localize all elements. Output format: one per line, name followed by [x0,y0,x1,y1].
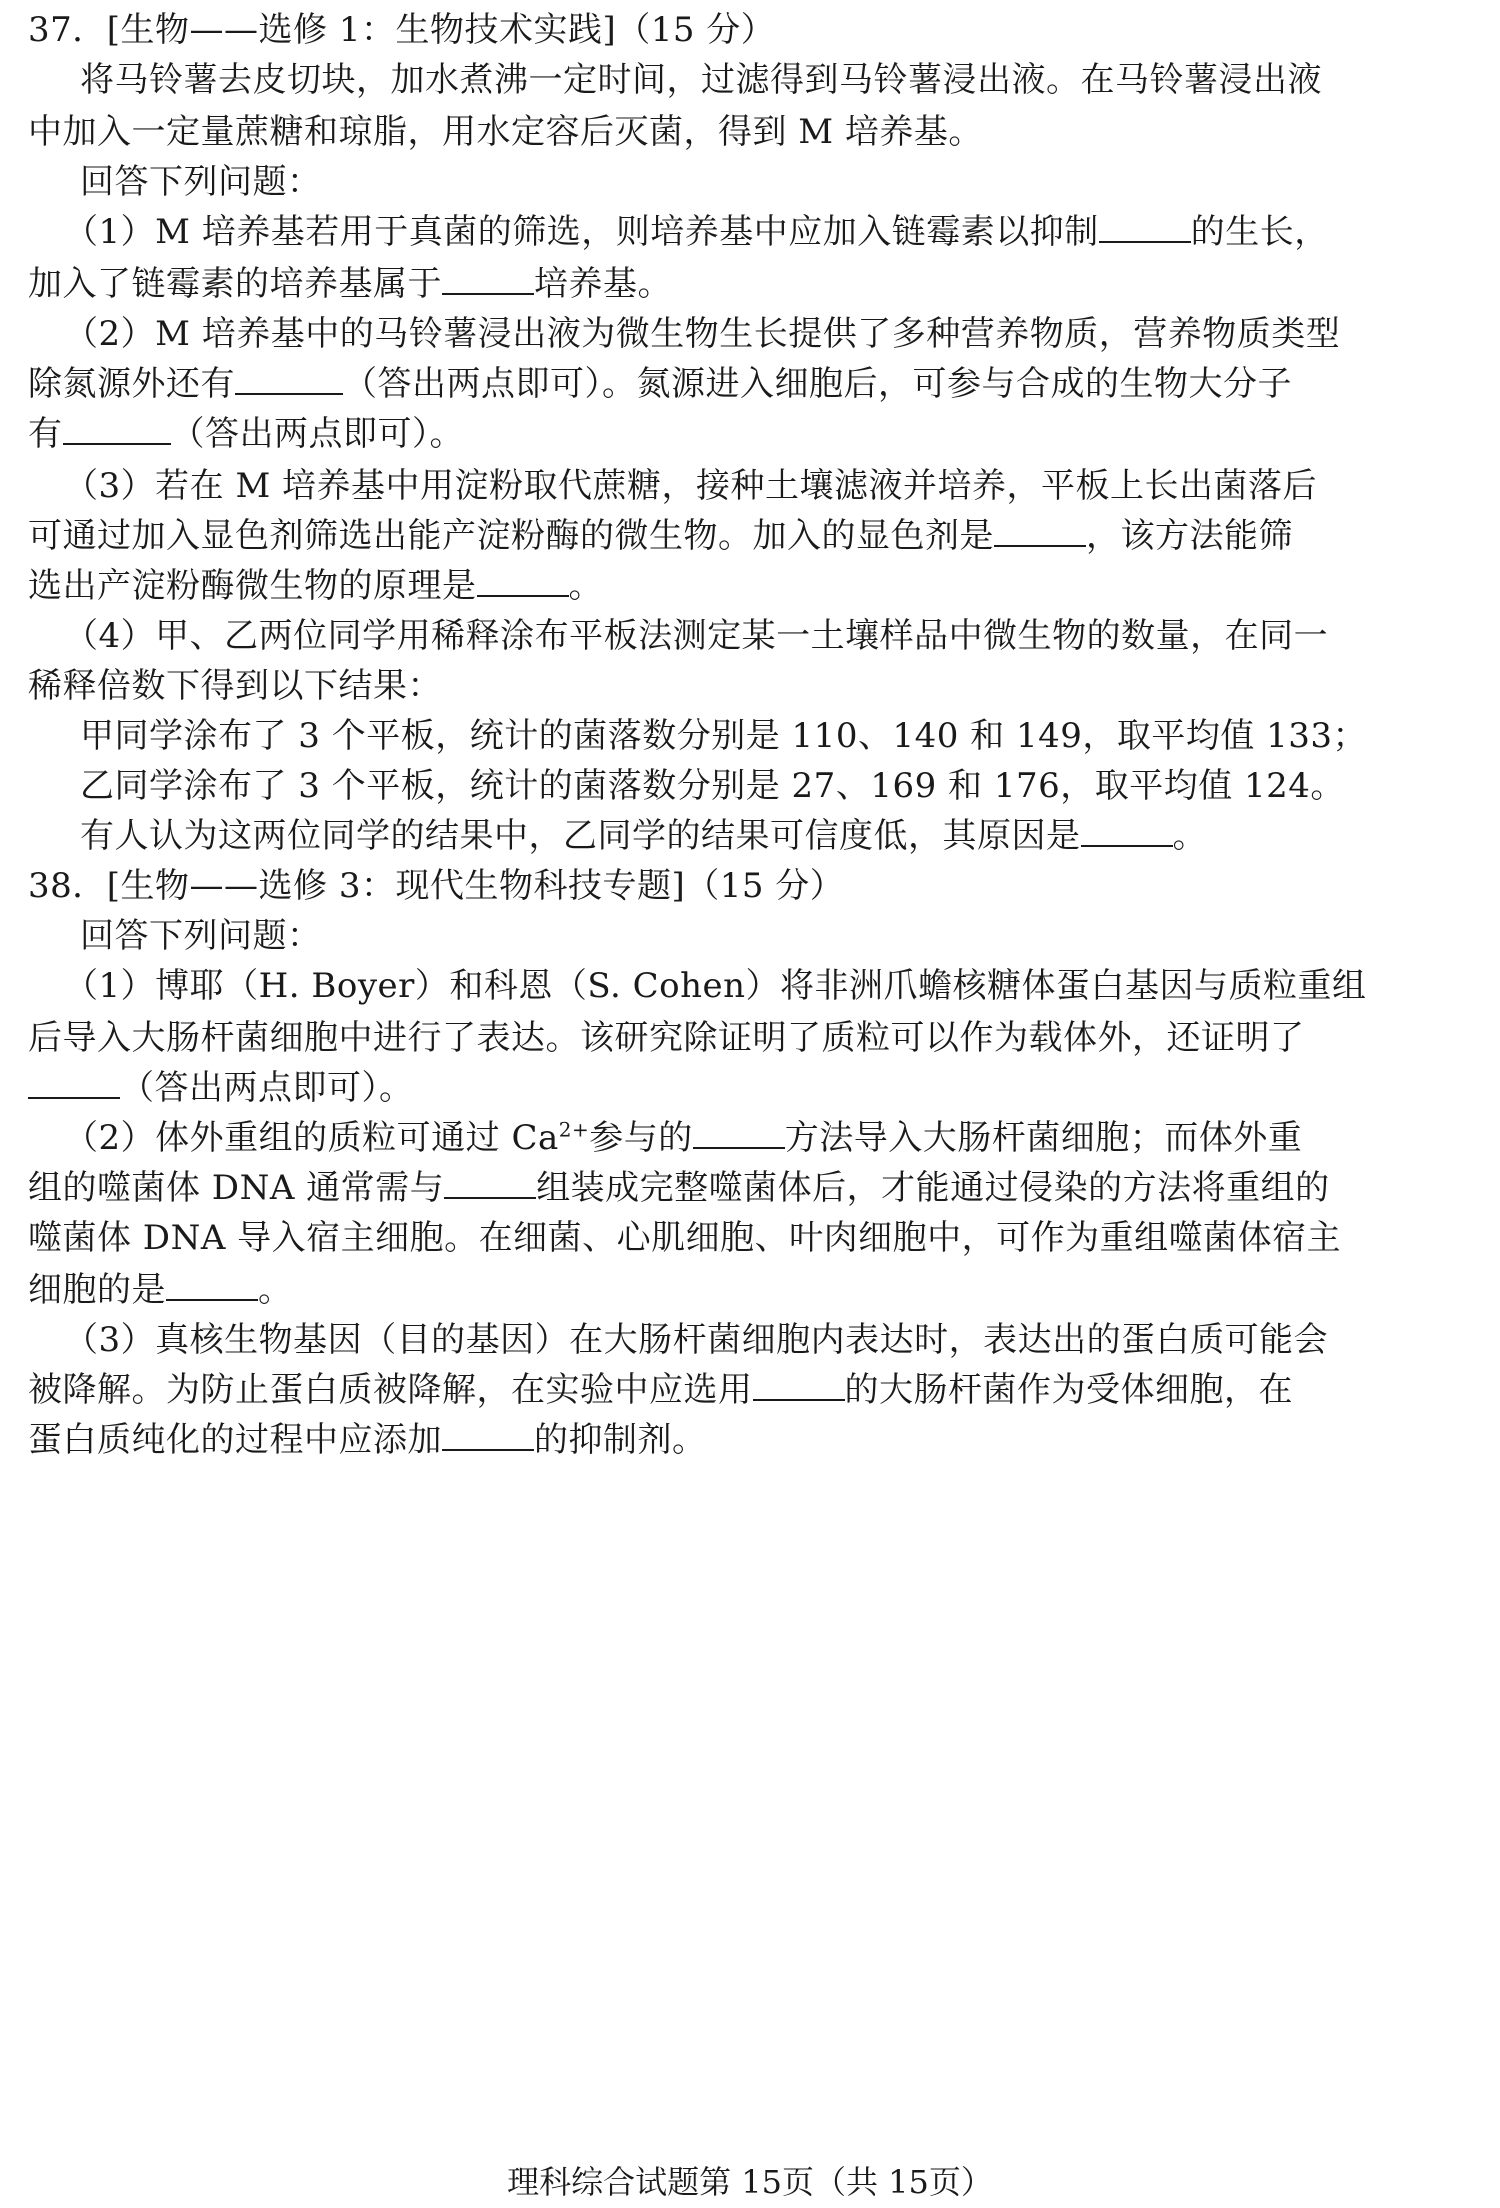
answer-blank [1099,211,1191,243]
q37-part1-line-1 [64,210,1500,254]
q38-part2-superscript: 2+ [558,1117,590,1142]
q38-part3-line-2 [28,1368,1500,1412]
q37-part3-line-1: （3）若在 M 培养基中用淀粉取代蔗糖，接种土壤滤液并培养，平板上长出菌落后 [64,466,1318,506]
q37-part2-text-e: （答出两点即可）。 [170,414,464,454]
q38-part3-text-d: 蛋白质纯化的过程中应添加 [28,1420,442,1460]
q37-part3-text-b: 可通过加入显色剂筛选出能产淀粉酶的微生物。加入的显色剂是 [28,516,994,556]
page-footer: 理科综合试题第 15页（共 15页） [507,2163,993,2201]
q37-part3-text-c: ，该方法能筛 [1086,516,1293,556]
q37-intro-line-2: 中加入一定量蔗糖和琼脂，用水定容后灭菌，得到 M 培养基。 [28,112,983,152]
q37-part2-line-1: （2）M 培养基中的马铃薯浸出液为微生物生长提供了多种营养物质，营养物质类型 [64,314,1341,354]
q38-header: 38．[生物——选修 3：现代生物科技专题]（15 分） [28,866,845,906]
q37-part4-text-f: 。 [1172,816,1207,856]
q37-part3-text-e: 。 [568,566,603,606]
q37-prompt: 回答下列问题： [80,162,322,202]
answer-blank [28,1067,120,1099]
answer-blank [235,363,343,395]
q37-part2-line-3 [28,412,1500,456]
answer-blank [442,1419,534,1451]
q38-part2-text-g: 细胞的是 [28,1270,166,1310]
answer-blank [166,1269,258,1301]
q38-part1-text-c: （答出两点即可）。 [120,1068,414,1108]
q37-part3-line-2 [28,514,1500,558]
q38-part2-line-4 [28,1268,1500,1312]
q38-part2-text-b: 参与的 [589,1118,693,1158]
q38-part2-text-e: 组装成完整噬菌体后，才能通过侵染的方法将重组的 [536,1168,1330,1208]
q37-part2-text-d: 有 [28,414,63,454]
q37-part4-student-b: 乙同学涂布了 3 个平板，统计的菌落数分别是 27、169 和 176，取平均值 124。 [80,766,1345,806]
q37-part2-text-b: 除氮源外还有 [28,364,235,404]
q37-part1-text-c: 加入了链霉素的培养基属于 [28,264,442,304]
q38-part2-text-c: 方法导入大肠杆菌细胞；而体外重 [784,1118,1303,1158]
q37-intro-line-1: 将马铃薯去皮切块，加水煮沸一定时间，过滤得到马铃薯浸出液。在马铃薯浸出液 [80,60,1322,100]
q38-part2-line-1 [64,1116,1500,1160]
q38-part3-line-1: （3）真核生物基因（目的基因）在大肠杆菌细胞内表达时，表达出的蛋白质可能会 [64,1320,1329,1360]
answer-blank [444,1167,536,1199]
q38-part3-text-c: 的大肠杆菌作为受体细胞，在 [844,1370,1293,1410]
q37-part3-line-3 [28,564,1500,608]
q37-part2-text-c: （答出两点即可）。氮源进入细胞后，可参与合成的生物大分子 [343,364,1292,404]
answer-blank [753,1369,845,1401]
q38-part3-text-e: 的抑制剂。 [534,1420,707,1460]
q38-part3-line-3 [28,1418,1500,1462]
answer-blank [477,565,569,597]
q38-part2-text-d: 组的噬菌体 DNA 通常需与 [28,1168,445,1208]
q37-part4-line-1: （4）甲、乙两位同学用稀释涂布平板法测定某一土壤样品中微生物的数量，在同一 [64,616,1329,656]
q37-part1-text-b: 的生长， [1190,212,1329,252]
q38-part2-line-2 [28,1166,1500,1210]
answer-blank [693,1117,785,1149]
q38-part1-line-1: （1）博耶（H. Boyer）和科恩（S. Cohen）将非洲爪蟾核糖体蛋白基因与质粒重组 [64,966,1367,1006]
q38-part2-text-a: （2）体外重组的质粒可通过 Ca [64,1118,559,1158]
q38-part3-text-b: 被降解。为防止蛋白质被降解，在实验中应选用 [28,1370,753,1410]
answer-blank [994,515,1086,547]
q37-part4-student-a: 甲同学涂布了 3 个平板，统计的菌落数分别是 110、140 和 149，取平均值 133； [80,716,1368,756]
q37-part1-line-2 [28,262,1500,306]
answer-blank [442,263,534,295]
q38-part1-line-2: 后导入大肠杆菌细胞中进行了表达。该研究除证明了质粒可以作为载体外，还证明了 [28,1018,1305,1058]
q37-part2-line-2 [28,362,1500,406]
q37-part3-text-d: 选出产淀粉酶微生物的原理是 [28,566,477,606]
q38-prompt: 回答下列问题： [80,916,322,956]
answer-blank [63,413,171,445]
q38-part2-text-h: 。 [258,1270,293,1310]
q38-part1-line-3 [28,1066,1500,1110]
answer-blank [1081,815,1173,847]
q37-header: 37．[生物——选修 1：生物技术实践]（15 分） [28,10,776,50]
q37-part4-text-e: 有人认为这两位同学的结果中，乙同学的结果可信度低，其原因是 [80,816,1081,856]
q37-part1-text-a: （1）M 培养基若用于真菌的筛选，则培养基中应加入链霉素以抑制 [64,212,1099,252]
q37-part4-line-2: 稀释倍数下得到以下结果： [28,666,442,706]
q37-part4-line-5 [80,814,1500,858]
q37-part1-text-d: 培养基。 [534,264,672,304]
q38-part2-line-3: 噬菌体 DNA 导入宿主细胞。在细菌、心肌细胞、叶肉细胞中，可作为重组噬菌体宿主 [28,1218,1342,1258]
